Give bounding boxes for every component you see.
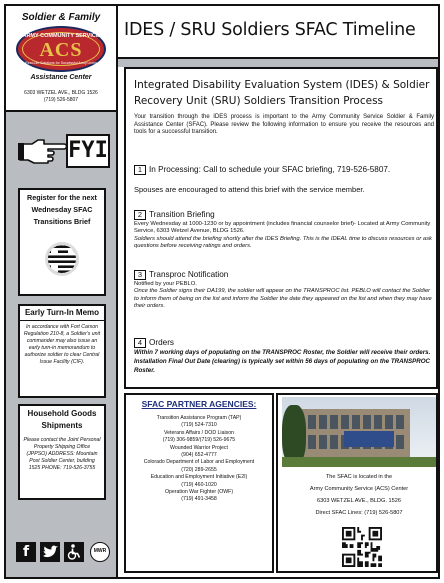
acs-logo <box>16 26 106 72</box>
household-goods-card <box>18 404 106 500</box>
household-goods-body: Please contact the Joint Personal Property Shipping Office (JPPSO) ADDRESS: Mountain Post Soldier Center, building 1525 PHONE: 719-526-3755 <box>23 437 101 471</box>
partner-agencies-list <box>126 415 272 504</box>
step-body-italic: Soldiers should attend the briefing shortly after the IDES Briefing. This is the IDEAL time to discuss resources or ask questions before receiving ratings and orders. <box>134 235 432 250</box>
partner-agency-line: (720) 289-2655 <box>181 466 217 473</box>
logo-top-text: Soldier & Family <box>21 12 101 23</box>
partner-agency-line: Operation War Fighter (OWF) <box>164 489 234 496</box>
tree <box>282 405 306 465</box>
partner-agency-line: (719) 524-7310 <box>181 422 217 429</box>
spouse-note: Spouses are encouraged to attend this brief with the service member. <box>134 185 365 194</box>
timeline-panel <box>124 67 438 389</box>
step-body: Every Wednesday at 1000-1230 or by appointment (includes financial counselor brief)- Located at Army Community Service, 6303 Wetzel Avenue, BLDG 1526. <box>134 221 431 235</box>
location-panel <box>276 393 438 573</box>
partner-agency-line: (719) 491-3458 <box>181 496 217 503</box>
step-body-italic: Once the Soldier signs their DA199, the soldier will appear on the TRANSPROC list. PEBLO will contact the Soldier to inform them of being on the list and inform the Soldier the date they appeared on the list and when they may have their orders. <box>134 288 432 310</box>
partner-agency-line: Wounded Warrior Project <box>170 444 228 451</box>
location-line: Army Community Service (ACS) Center <box>309 486 409 492</box>
step-orders <box>134 337 434 375</box>
fyi-label: FYI <box>66 134 110 168</box>
logo-army-text: ARMY COMMUNITY SERVICE <box>22 33 100 39</box>
accessibility-icon[interactable] <box>64 542 84 562</box>
step-transition-briefing <box>134 209 434 251</box>
location-address: 6303 WETZEL AVE., BLDG. 1526 <box>317 498 401 504</box>
household-goods-heading: Household Goods Shipments <box>27 409 97 430</box>
fyi-banner <box>18 134 110 168</box>
location-text <box>282 471 436 519</box>
step-number: 4 <box>134 338 146 348</box>
building-windows <box>308 415 404 429</box>
address-line: 6303 WETZEL AVE., BLDG 1526 <box>24 90 98 96</box>
step-transproc-notification <box>134 269 434 311</box>
logo-bottom-text: Assistance Center <box>30 74 92 81</box>
step-in-processing <box>134 164 434 176</box>
timeline-intro: Your transition through the IDES process is important to the Army Community Service Soldier & Family Assistance Center (SFAC). Please review the following information to ensure you receive the resources and tools for a successful transition. <box>134 114 434 135</box>
step-title: Transproc Notification <box>149 270 229 279</box>
logo-tagline: Real-Life Solutions for Successful Army Living <box>25 61 97 65</box>
partner-agency-line: (719) 460-1020 <box>181 481 217 488</box>
lawn <box>282 457 436 467</box>
step-number: 2 <box>134 210 146 220</box>
register-qr-code[interactable] <box>45 242 79 276</box>
step-number: 1 <box>134 165 146 175</box>
page-title: IDES / SRU Soldiers SFAC Timeline <box>124 20 416 40</box>
partner-agency-line: Education and Employment Initiative (E2I) <box>150 474 248 481</box>
location-phone: Direct SFAC Lines: (719) 526-5807 <box>315 510 403 516</box>
register-card <box>18 188 106 296</box>
title-divider <box>118 59 438 67</box>
register-text: Register for the next Wednesday SFAC Transitions Brief <box>27 193 97 226</box>
step-title: Orders <box>149 338 175 347</box>
acs-logo-block <box>6 6 116 112</box>
pointing-hand-icon <box>18 136 66 164</box>
partner-agencies-title: SFAC PARTNER AGENCIES: <box>141 399 257 409</box>
facebook-icon[interactable]: f <box>16 542 36 562</box>
partner-agency-line: (719) 306-9859/(719) 526-9675 <box>162 437 236 444</box>
wheelchair-glyph <box>64 542 84 562</box>
early-turn-in-card <box>18 304 106 398</box>
logo-address <box>10 90 112 104</box>
logo-acs-text: ACS <box>39 39 83 61</box>
early-turn-in-body: In accordance with Fort Carson Regulation 210-8, a Soldier's unit commander may also issue an early turn-in memorandum to authorize soldier to clear Central Issue Facility (CIF). <box>23 324 101 365</box>
step-body: Notified by your PEBLO. <box>134 281 197 287</box>
step-body-italic: Within 7 working days of populating on the TRANSPROC Roster, the Soldier will receive their orders. Installation Final Out Date (clearing) is typically set within 56 days of populating on the TRANSPROC Roster. <box>134 349 431 374</box>
step-title: In Processing: Call to schedule your SFAC briefing, 719-526-5807. <box>149 165 391 174</box>
title-bar <box>118 6 438 59</box>
qr-pattern <box>48 245 76 273</box>
building-awning <box>344 431 394 447</box>
location-line: The SFAC is located in the <box>325 474 393 480</box>
partner-agencies-panel <box>124 393 274 573</box>
location-qr-code[interactable] <box>342 527 382 567</box>
twitter-icon[interactable] <box>40 542 60 562</box>
social-icons <box>16 542 112 564</box>
phone-line: (719) 526-5807 <box>43 97 79 103</box>
early-turn-in-heading: Early Turn-In Memo <box>20 306 104 321</box>
sidebar <box>6 6 118 577</box>
timeline-heading: Integrated Disability Evaluation System (IDES) & Soldier Recovery Unit (SRU) Soldiers Transition Process <box>134 79 430 107</box>
partner-agency-line: (904) 652-4777 <box>181 452 217 459</box>
partner-agency-line: Colorado Department of Labor and Employment <box>143 459 255 466</box>
twitter-bird-glyph <box>40 542 60 562</box>
step-title: Transition Briefing <box>149 210 215 219</box>
acs-building-photo <box>282 397 436 467</box>
partner-agency-line: Transition Assistance Program (TAP) <box>156 415 242 421</box>
partner-agency-line: Veterans Affairs / DOD Liaison <box>164 429 234 436</box>
mwr-icon[interactable]: MWR <box>90 542 110 562</box>
step-number: 3 <box>134 270 146 280</box>
flyer <box>4 4 440 579</box>
